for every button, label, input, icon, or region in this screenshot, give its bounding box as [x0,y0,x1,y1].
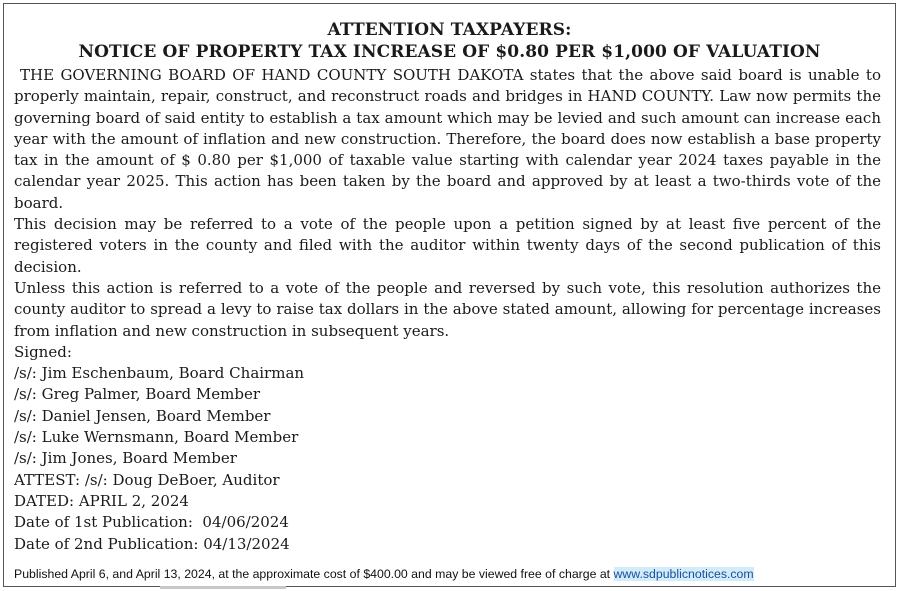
first-publication-date: Date of 1st Publication: 04/06/2024 [14,513,289,532]
paragraph-referral: This decision may be referred to a vote of the people upon a petition signed by at least five percent of the registered voters in the county and filed with the auditor within twenty days of the second publication of this decision. [14,215,881,276]
publication-footer [14,566,754,582]
signature-line: /s/: Jim Eschenbaum, Board Chairman [14,364,305,383]
second-publication-date: Date of 2nd Publication: 04/13/2024 [14,534,290,553]
footer-text: Published April 6, and April 13, 2024, at the approximate cost of $400.00 and may be viewed free of charge at [14,567,614,581]
underline-mark [160,586,286,589]
public-notice [3,3,896,587]
dated-line: DATED: APRIL 2, 2024 [14,491,189,510]
paragraph-authority: THE GOVERNING BOARD OF HAND COUNTY SOUTH DAKOTA states that the above said board is unable to properly maintain, repair, construct, and reconstruct roads and bridges in HAND COUNTY. Law now permits the governing board of said entity to establish a tax amount which may be levied and such amount can increase each year with the amount of inflation and new construction. Therefore, the board does now establish a base property tax in the amount of $ 0.80 per $1,000 of taxable value starting with calendar year 2024 taxes payable in the calendar year 2025. This action has been taken by the board and approved by at least a two-thirds vote of the board. [14,66,881,212]
notice-body [14,65,881,555]
paragraph-levy: Unless this action is referred to a vote of the people and reversed by such vote, this resolution authorizes the county auditor to spread a levy to raise tax dollars in the above stated amount, allowing for percentage increases from inflation and new construction in subsequent years. [14,278,881,340]
signed-label: Signed: [14,342,72,361]
sdpublicnotices-link[interactable]: www.sdpublicnotices.com [613,567,754,581]
signature-line: /s/: Luke Wernsmann, Board Member [14,428,299,447]
signature-line: /s/: Daniel Jensen, Board Member [14,406,271,425]
notice-subtitle: NOTICE OF PROPERTY TAX INCREASE OF $0.80 PER $1,000 OF VALUATION [78,42,821,62]
attest-line: ATTEST: /s/: Doug DeBoer, Auditor [14,470,280,489]
signature-line: /s/: Greg Palmer, Board Member [14,385,260,404]
signature-line: /s/: Jim Jones, Board Member [14,449,237,468]
notice-title: ATTENTION TAXPAYERS: [327,20,572,40]
